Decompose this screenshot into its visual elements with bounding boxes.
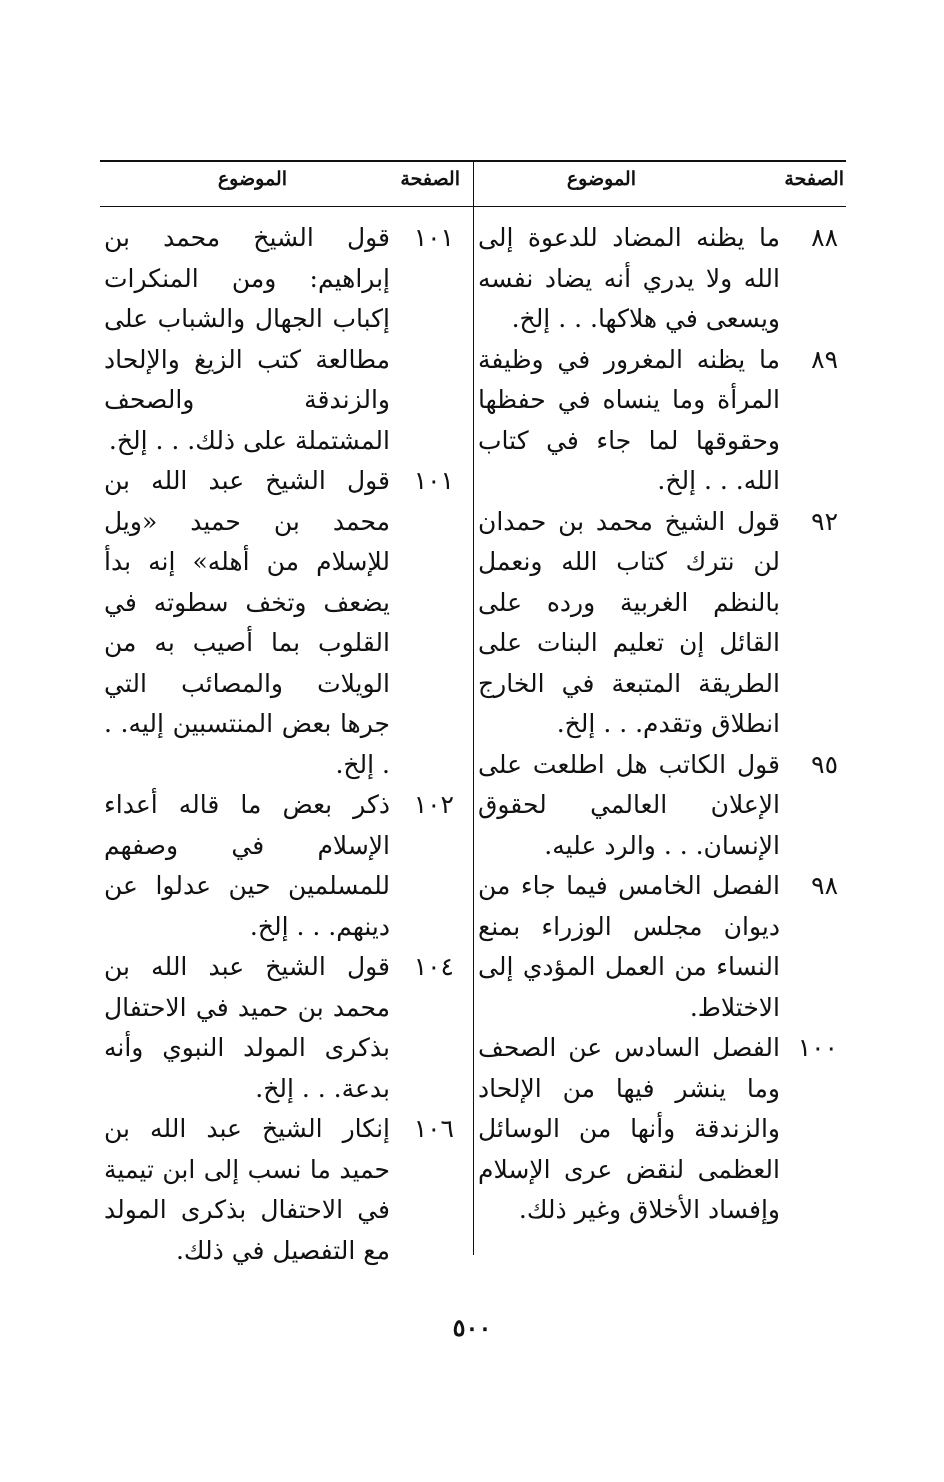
left-entries xyxy=(100,218,472,1271)
entry-page-number: ١٠٤ xyxy=(413,952,454,981)
entry-topic: الفصل السادس عن الصحف وما ينشر فيها من الإلحاد والزندقة وأنها من الوسائل العظمى لنقض عرى الإسلام وإفساد الأخلاق وغير ذلك. xyxy=(478,1033,780,1224)
index-entry xyxy=(100,461,472,785)
page-number: ٥٠٠ xyxy=(452,1313,492,1342)
index-entry xyxy=(474,745,846,867)
index-entry xyxy=(474,218,846,340)
left-topic-header: الموضوع xyxy=(217,168,287,190)
entry-page-number: ٩٢ xyxy=(811,506,838,536)
right-topic-header: الموضوع xyxy=(566,168,636,190)
entry-page-number: ١٠١ xyxy=(413,223,454,252)
left-page-header: الصفحة xyxy=(400,168,460,190)
entry-topic: قول الشيخ محمد بن حمدان لن نترك كتاب الله ونعمل بالنظم الغربية ورده على القائل إن تعليم البنات على الطريقة المتبعة في الخارج انطلاق وتقدم. . . إلخ. xyxy=(478,506,780,738)
entry-topic: قول الشيخ عبد الله بن محمد بن حميد في الاحتفال بذكرى المولد النبوي وأنه بدعة. . . إلخ. xyxy=(104,952,390,1103)
entry-page-number: ١٠٢ xyxy=(413,790,454,819)
entry-topic: قول الشيخ محمد بن إبراهيم: ومن المنكرات إكباب الجهال والشباب على مطالعة كتب الزيغ والإلحاد والزندقة والصحف المشتملة على ذلك. . . إلخ. xyxy=(104,223,390,455)
right-page-header: الصفحة xyxy=(784,168,844,190)
index-entry xyxy=(474,1028,846,1231)
entry-topic: ما يظنه المغرور في وظيفة المرأة وما ينساه في حفظها وحقوقها لما جاء في كتاب الله. . . إلخ. xyxy=(478,344,780,495)
entry-topic: قول الشيخ عبد الله بن محمد بن حميد «ويل للإسلام من أهله» إنه بدأ يضعف وتخف سطوته في القلوب بما أصيب به من الويلات والمصائب التي جرها بعض المنتسبين إليه. . . إلخ. xyxy=(104,466,390,779)
index-entry xyxy=(100,218,472,461)
right-entries xyxy=(474,218,846,1231)
entry-page-number: ١٠٠ xyxy=(797,1033,838,1062)
entry-page-number: ١٠٦ xyxy=(413,1114,454,1143)
entry-page-number: ٨٨ xyxy=(811,223,838,252)
entry-page-number: ٩٥ xyxy=(811,749,838,779)
entry-topic: ما يظنه المضاد للدعوة إلى الله ولا يدري أنه يضاد نفسه ويسعى في هلاكها. . . إلخ. xyxy=(478,223,780,333)
entry-topic: إنكار الشيخ عبد الله بن حميد ما نسب إلى ابن تيمية في الاحتفال بذكرى المولد مع التفصيل في ذلك. xyxy=(104,1114,390,1265)
index-entry xyxy=(474,340,846,502)
index-entry xyxy=(100,785,472,947)
index-entry xyxy=(100,1109,472,1271)
index-entry xyxy=(100,947,472,1109)
index-entry xyxy=(474,866,846,1028)
entry-page-number: ٩٨ xyxy=(811,871,838,900)
entry-topic: ذكر بعض ما قاله أعداء الإسلام في وصفهم للمسلمين حين عدلوا عن دينهم. . . إلخ. xyxy=(104,790,390,941)
entry-page-number: ٨٩ xyxy=(811,344,838,374)
entry-page-number: ١٠١ xyxy=(413,466,454,495)
entry-topic: قول الكاتب هل اطلعت على الإعلان العالمي لحقوق الإنسان. . . والرد عليه. xyxy=(478,749,780,860)
index-entry xyxy=(474,502,846,745)
entry-topic: الفصل الخامس فيما جاء من ديوان مجلس الوزراء بمنع النساء من العمل المؤدي إلى الاختلاط. xyxy=(478,871,780,1022)
